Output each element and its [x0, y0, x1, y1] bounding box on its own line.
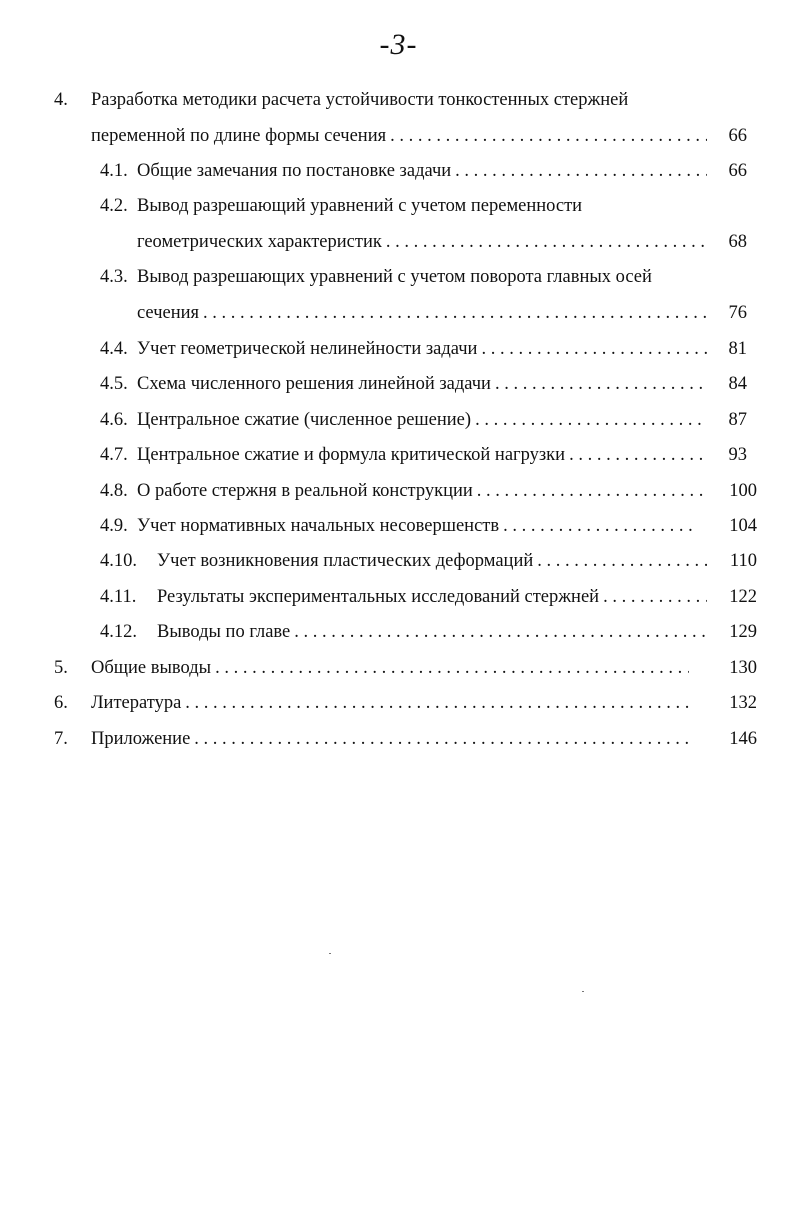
entry-page: 110 — [729, 551, 757, 571]
entry-page: 146 — [729, 729, 757, 749]
scan-speck — [582, 991, 584, 992]
entry-leader — [137, 372, 707, 396]
entry-number: 4.7. — [100, 445, 128, 465]
entry-leader — [137, 159, 707, 183]
entry-page: 76 — [728, 303, 747, 323]
entry-page: 81 — [728, 339, 747, 359]
entry-title-line2: сечения — [137, 303, 200, 323]
entry-leader — [157, 585, 707, 609]
entry-title: Учет нормативных начальных несовершенств — [137, 516, 500, 536]
entry-number: 4.4. — [100, 339, 128, 359]
entry-leader — [137, 230, 707, 254]
entry-title: Учет геометрической нелинейности задачи — [137, 339, 478, 359]
entry-page: 66 — [728, 126, 747, 146]
entry-number: 4. — [54, 90, 68, 110]
entry-number: 4.11. — [100, 587, 137, 607]
entry-title-line1: Разработка методики расчета устойчивости тонкостенных стержней — [91, 90, 629, 110]
entry-title: Центральное сжатие и формула критической нагрузки — [137, 445, 566, 465]
entry-title-line1: Вывод разрешающий уравнений с учетом переменности — [137, 196, 583, 216]
entry-page: 132 — [729, 693, 757, 713]
entry-title: Выводы по главе — [157, 622, 291, 642]
entry-title-line2: геометрических характеристик — [137, 232, 382, 252]
entry-title: Приложение — [91, 729, 191, 749]
entry-leader — [91, 656, 689, 680]
entry-title: Общие выводы — [91, 658, 212, 678]
page-number: -3- — [379, 28, 418, 61]
entry-number: 4.12. — [100, 622, 137, 642]
entry-number: 4.2. — [100, 196, 128, 216]
entry-leader — [91, 691, 695, 715]
entry-title: Центральное сжатие (численное решение) — [137, 410, 472, 430]
entry-page: 100 — [729, 481, 757, 501]
entry-number: 6. — [54, 693, 68, 713]
entry-title: Учет возникновения пластических деформаций — [157, 551, 534, 571]
entry-number: 4.6. — [100, 410, 128, 430]
entry-title: Литература — [91, 693, 182, 713]
entry-page: 66 — [728, 161, 747, 181]
entry-number: 4.10. — [100, 551, 137, 571]
entry-number: 7. — [54, 729, 68, 749]
entry-title-line1: Вывод разрешающих уравнений с учетом поворота главных осей — [137, 267, 652, 287]
entry-page: 122 — [729, 587, 757, 607]
entry-leader — [157, 620, 707, 644]
entry-number: 5. — [54, 658, 68, 678]
entry-leader — [137, 408, 707, 432]
entry-leader — [137, 443, 707, 467]
entry-leader — [91, 727, 695, 751]
entry-leader — [137, 337, 707, 361]
entry-leader — [137, 479, 707, 503]
entry-page: 84 — [728, 374, 747, 394]
entry-number: 4.3. — [100, 267, 128, 287]
entry-number: 4.1. — [100, 161, 128, 181]
entry-page: 93 — [728, 445, 747, 465]
entry-title: Схема численного решения линейной задачи — [137, 374, 491, 394]
entry-number: 4.5. — [100, 374, 128, 394]
entry-page: 129 — [729, 622, 757, 642]
entry-page: 68 — [728, 232, 747, 252]
entry-leader — [137, 514, 695, 538]
entry-title: О работе стержня в реальной конструкции — [137, 481, 473, 501]
entry-page: 130 — [729, 658, 757, 678]
entry-page: 87 — [728, 410, 747, 430]
entry-number: 4.9. — [100, 516, 128, 536]
entry-title: Общие замечания по постановке задачи — [137, 161, 452, 181]
entry-title-line2: переменной по длине формы сечения — [91, 126, 387, 146]
entry-leader — [157, 549, 707, 573]
entry-title: Результаты экспериментальных исследований стержней — [157, 587, 600, 607]
entry-page: 104 — [729, 516, 757, 536]
entry-leader — [91, 124, 707, 148]
scan-speck — [329, 953, 331, 954]
entry-leader — [137, 301, 707, 325]
entry-number: 4.8. — [100, 481, 128, 501]
